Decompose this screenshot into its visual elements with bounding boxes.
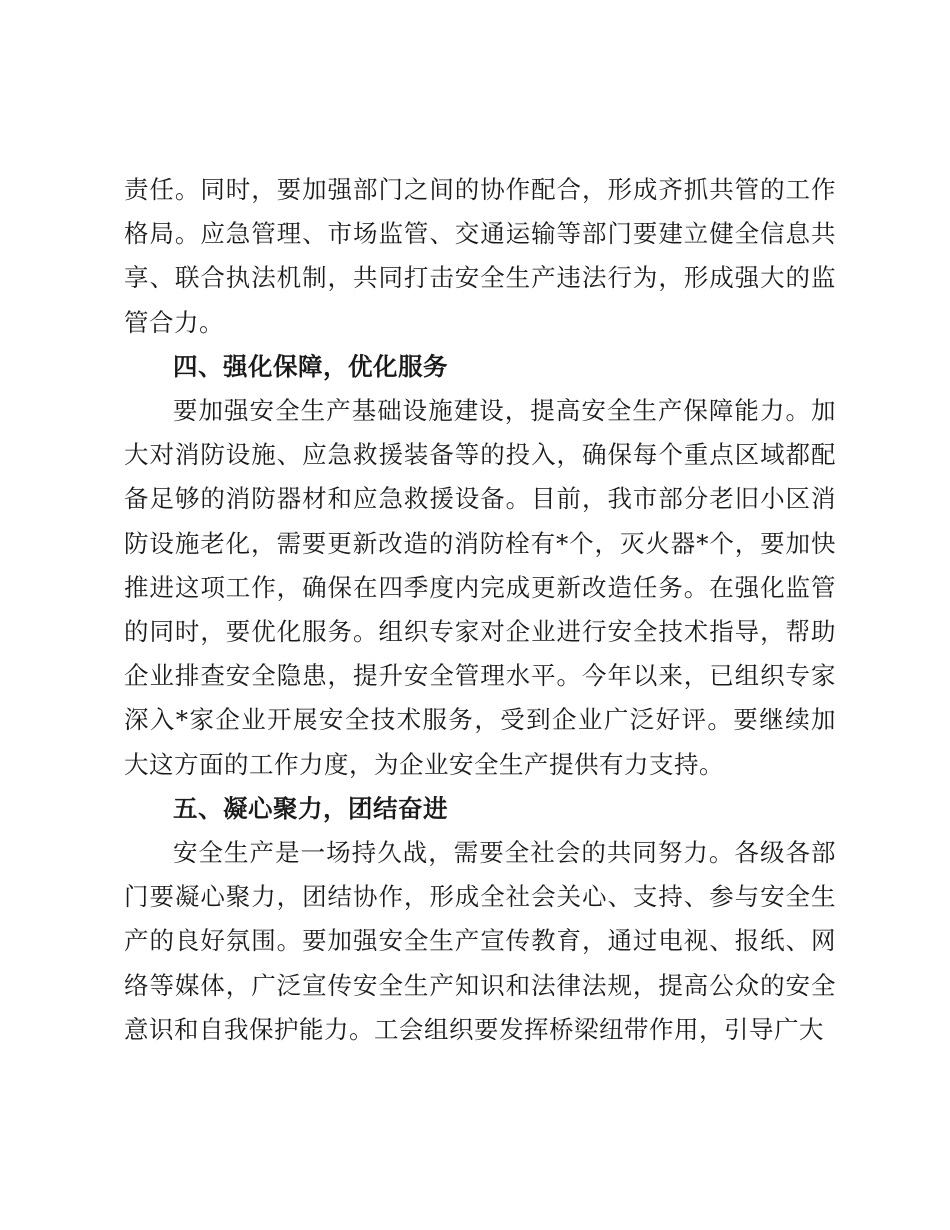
document-body [124, 168, 836, 1052]
paragraph-continued: 责任。同时，要加强部门之间的协作配合，形成齐抓共管的工作格局。应急管理、市场监管、交通运输等部门要建立健全信息共享、联合执法机制，共同打击安全生产违法行为，形成强大的监管合力。 [124, 175, 836, 337]
section-heading-5: 五、凝心聚力，团结奋进 [173, 793, 448, 823]
paragraph-unity: 安全生产是一场持久战，需要全社会的共同努力。各级各部门要凝心聚力，团结协作，形成全社会关心、支持、参与安全生产的良好氛围。要加强安全生产宣传教育，通过电视、报纸、网络等媒体，广泛宣传安全生产知识和法律法规，提高公众的安全意识和自我保护能力。工会组织要发挥桥梁纽带作用，引导广大 [124, 838, 836, 1044]
paragraph-safeguards: 要加强安全生产基础设施建设，提高安全生产保障能力。加大对消防设施、应急救援装备等的投入，确保每个重点区域都配备足够的消防器材和应急救援设备。目前，我市部分老旧小区消防设施老化，需要更新改造的消防栓有*个，灭火器*个，要加快推进这项工作，确保在四季度内完成更新改造任务。在强化监管的同时，要优化服务。组织专家对企业进行安全技术指导，帮助企业排查安全隐患，提升安全管理水平。今年以来，已组织专家深入*家企业开展安全技术服务，受到企业广泛好评。要继续加大这方面的工作力度，为企业安全生产提供有力支持。 [124, 396, 836, 779]
section-heading-4: 四、强化保障，优化服务 [173, 351, 448, 381]
